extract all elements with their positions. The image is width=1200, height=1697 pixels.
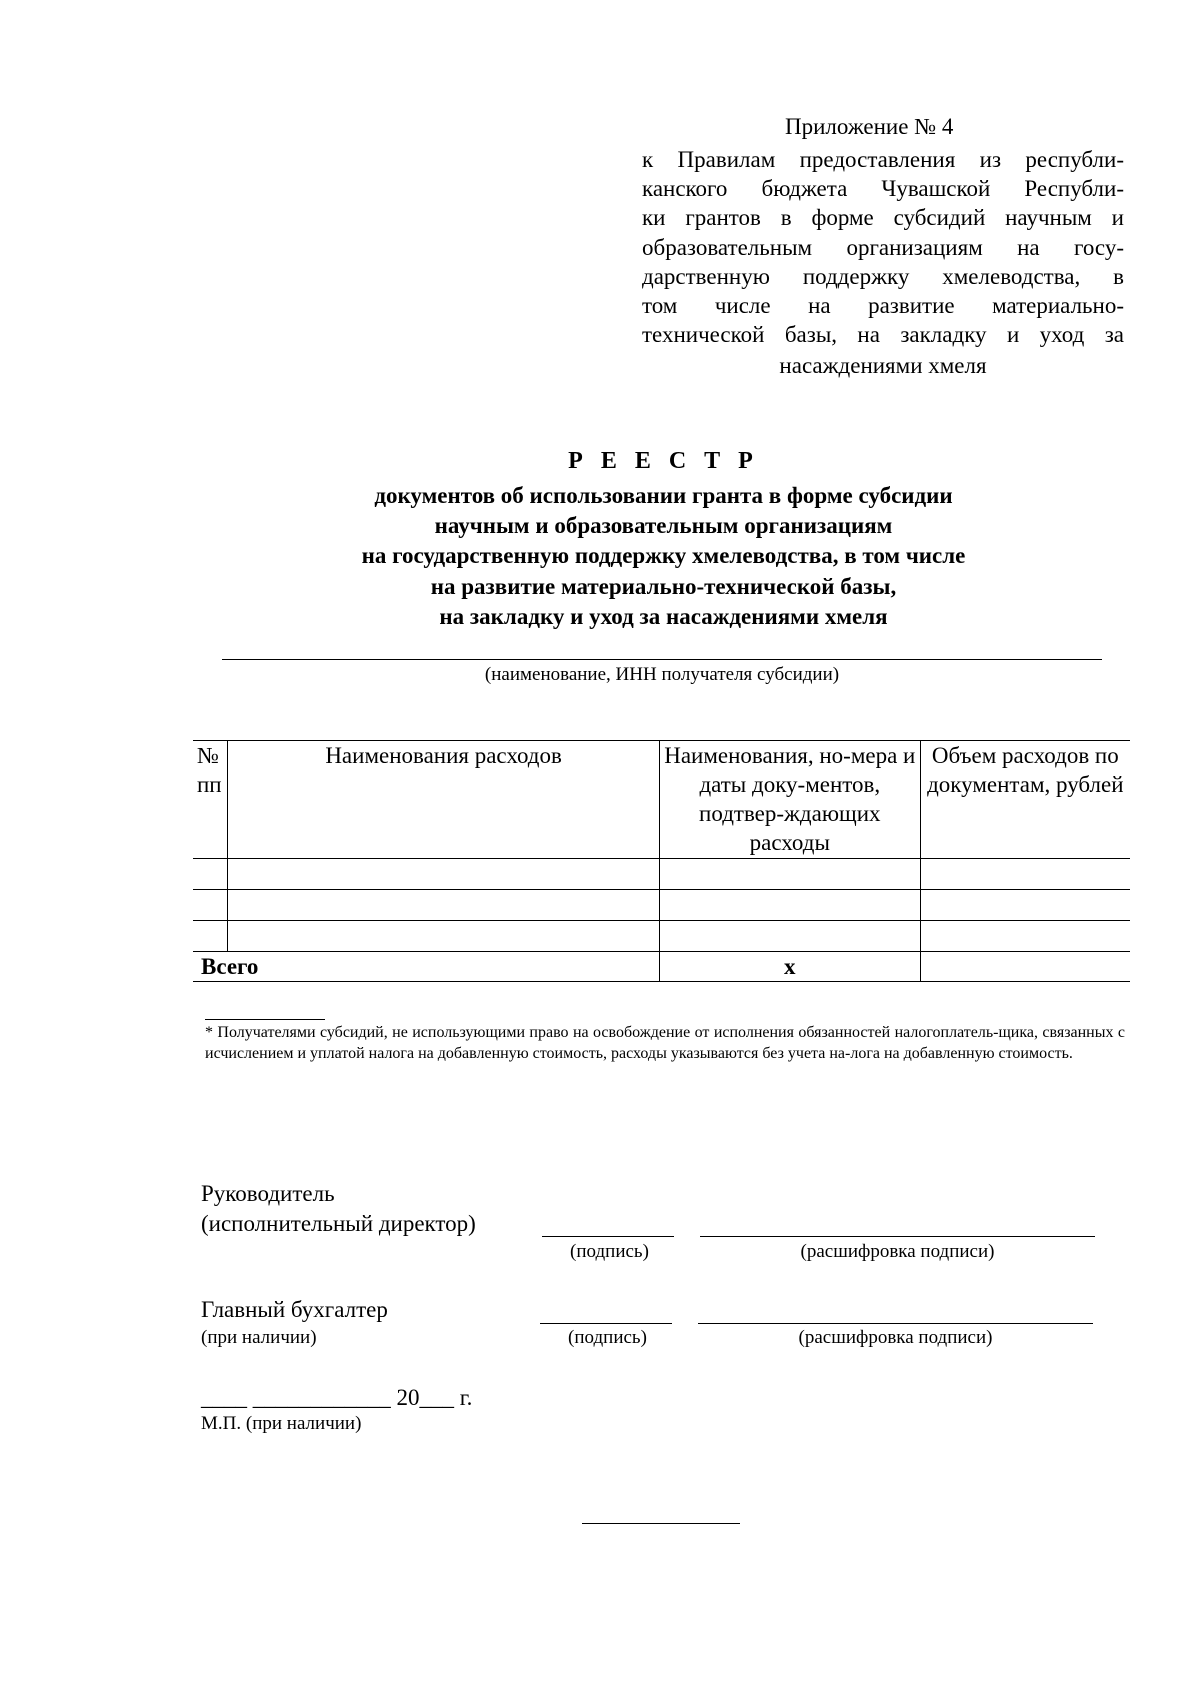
document-title: Р Е Е С Т Р bbox=[568, 448, 759, 474]
accountant-decode-caption: (расшифровка подписи) bbox=[798, 1327, 993, 1348]
closing-rule bbox=[582, 1523, 740, 1524]
header-amount: Объем расходов по документам, рублей bbox=[920, 741, 1130, 859]
header-number: № пп bbox=[193, 741, 228, 859]
heading-line: на государственную поддержку хмелеводства, в том числе bbox=[361, 543, 966, 568]
director-signature-caption: (подпись) bbox=[570, 1241, 649, 1262]
table-row bbox=[193, 921, 1130, 952]
appendix-last-line: насаждениями хмеля bbox=[779, 353, 987, 378]
director-label: Руководитель bbox=[201, 1181, 335, 1206]
date-line: ____ ____________ 20___ г. bbox=[201, 1385, 473, 1410]
heading-line: научным и образовательным организациям bbox=[434, 513, 893, 538]
table-row bbox=[193, 859, 1130, 890]
total-x-mark: х bbox=[659, 952, 920, 982]
appendix-line: ки грантов в форме субсидий научным и bbox=[642, 205, 1124, 230]
heading-line: документов об использовании гранта в форме субсидии bbox=[374, 483, 953, 508]
director-decode-caption: (расшифровка подписи) bbox=[800, 1241, 995, 1262]
appendix-line: образовательным организациям на госу- bbox=[642, 235, 1124, 260]
stamp-label: М.П. (при наличии) bbox=[201, 1413, 362, 1434]
total-label: Всего bbox=[193, 952, 659, 982]
table-header-row bbox=[193, 741, 1130, 859]
appendix-line: технической базы, на закладку и уход за bbox=[642, 322, 1124, 347]
recipient-caption: (наименование, ИНН получателя субсидии) bbox=[484, 664, 840, 685]
appendix-line: к Правилам предоставления из республи- bbox=[642, 147, 1124, 172]
recipient-blank-line bbox=[222, 659, 1102, 660]
accountant-sublabel: (при наличии) bbox=[201, 1327, 317, 1348]
appendix-title: Приложение № 4 bbox=[785, 114, 954, 139]
accountant-signature-caption: (подпись) bbox=[568, 1327, 647, 1348]
director-sublabel: (исполнительный директор) bbox=[201, 1211, 476, 1236]
heading-line: на развитие материально-технической базы, bbox=[430, 574, 897, 599]
director-signature-line bbox=[542, 1236, 674, 1237]
appendix-line: канского бюджета Чувашской Республи- bbox=[642, 176, 1124, 201]
appendix-line: дарственную поддержку хмелеводства, в bbox=[642, 264, 1124, 289]
footnote: * Получателями субсидий, не использующими право на освобождение от исполнения обязанностей налогоплатель-щика, связанных с исчислением и уплатой налога на добавленную стоимость, расходы указываются без учета на-лога на добавленную стоимость. bbox=[205, 1024, 1125, 1062]
total-row bbox=[193, 952, 1130, 982]
footnote-separator bbox=[205, 1019, 325, 1020]
accountant-decode-line bbox=[698, 1323, 1093, 1324]
heading-line: на закладку и уход за насаждениями хмеля bbox=[439, 604, 888, 629]
accountant-signature-line bbox=[540, 1323, 672, 1324]
director-decode-line bbox=[700, 1236, 1095, 1237]
accountant-label: Главный бухгалтер bbox=[201, 1297, 388, 1322]
table-row bbox=[193, 890, 1130, 921]
header-documents: Наименования, но-мера и даты доку-ментов, подтвер-ждающих расходы bbox=[659, 741, 920, 859]
header-expense-names: Наименования расходов bbox=[228, 741, 660, 859]
expense-register-table bbox=[193, 740, 1130, 982]
appendix-line: том числе на развитие материально- bbox=[642, 293, 1124, 318]
